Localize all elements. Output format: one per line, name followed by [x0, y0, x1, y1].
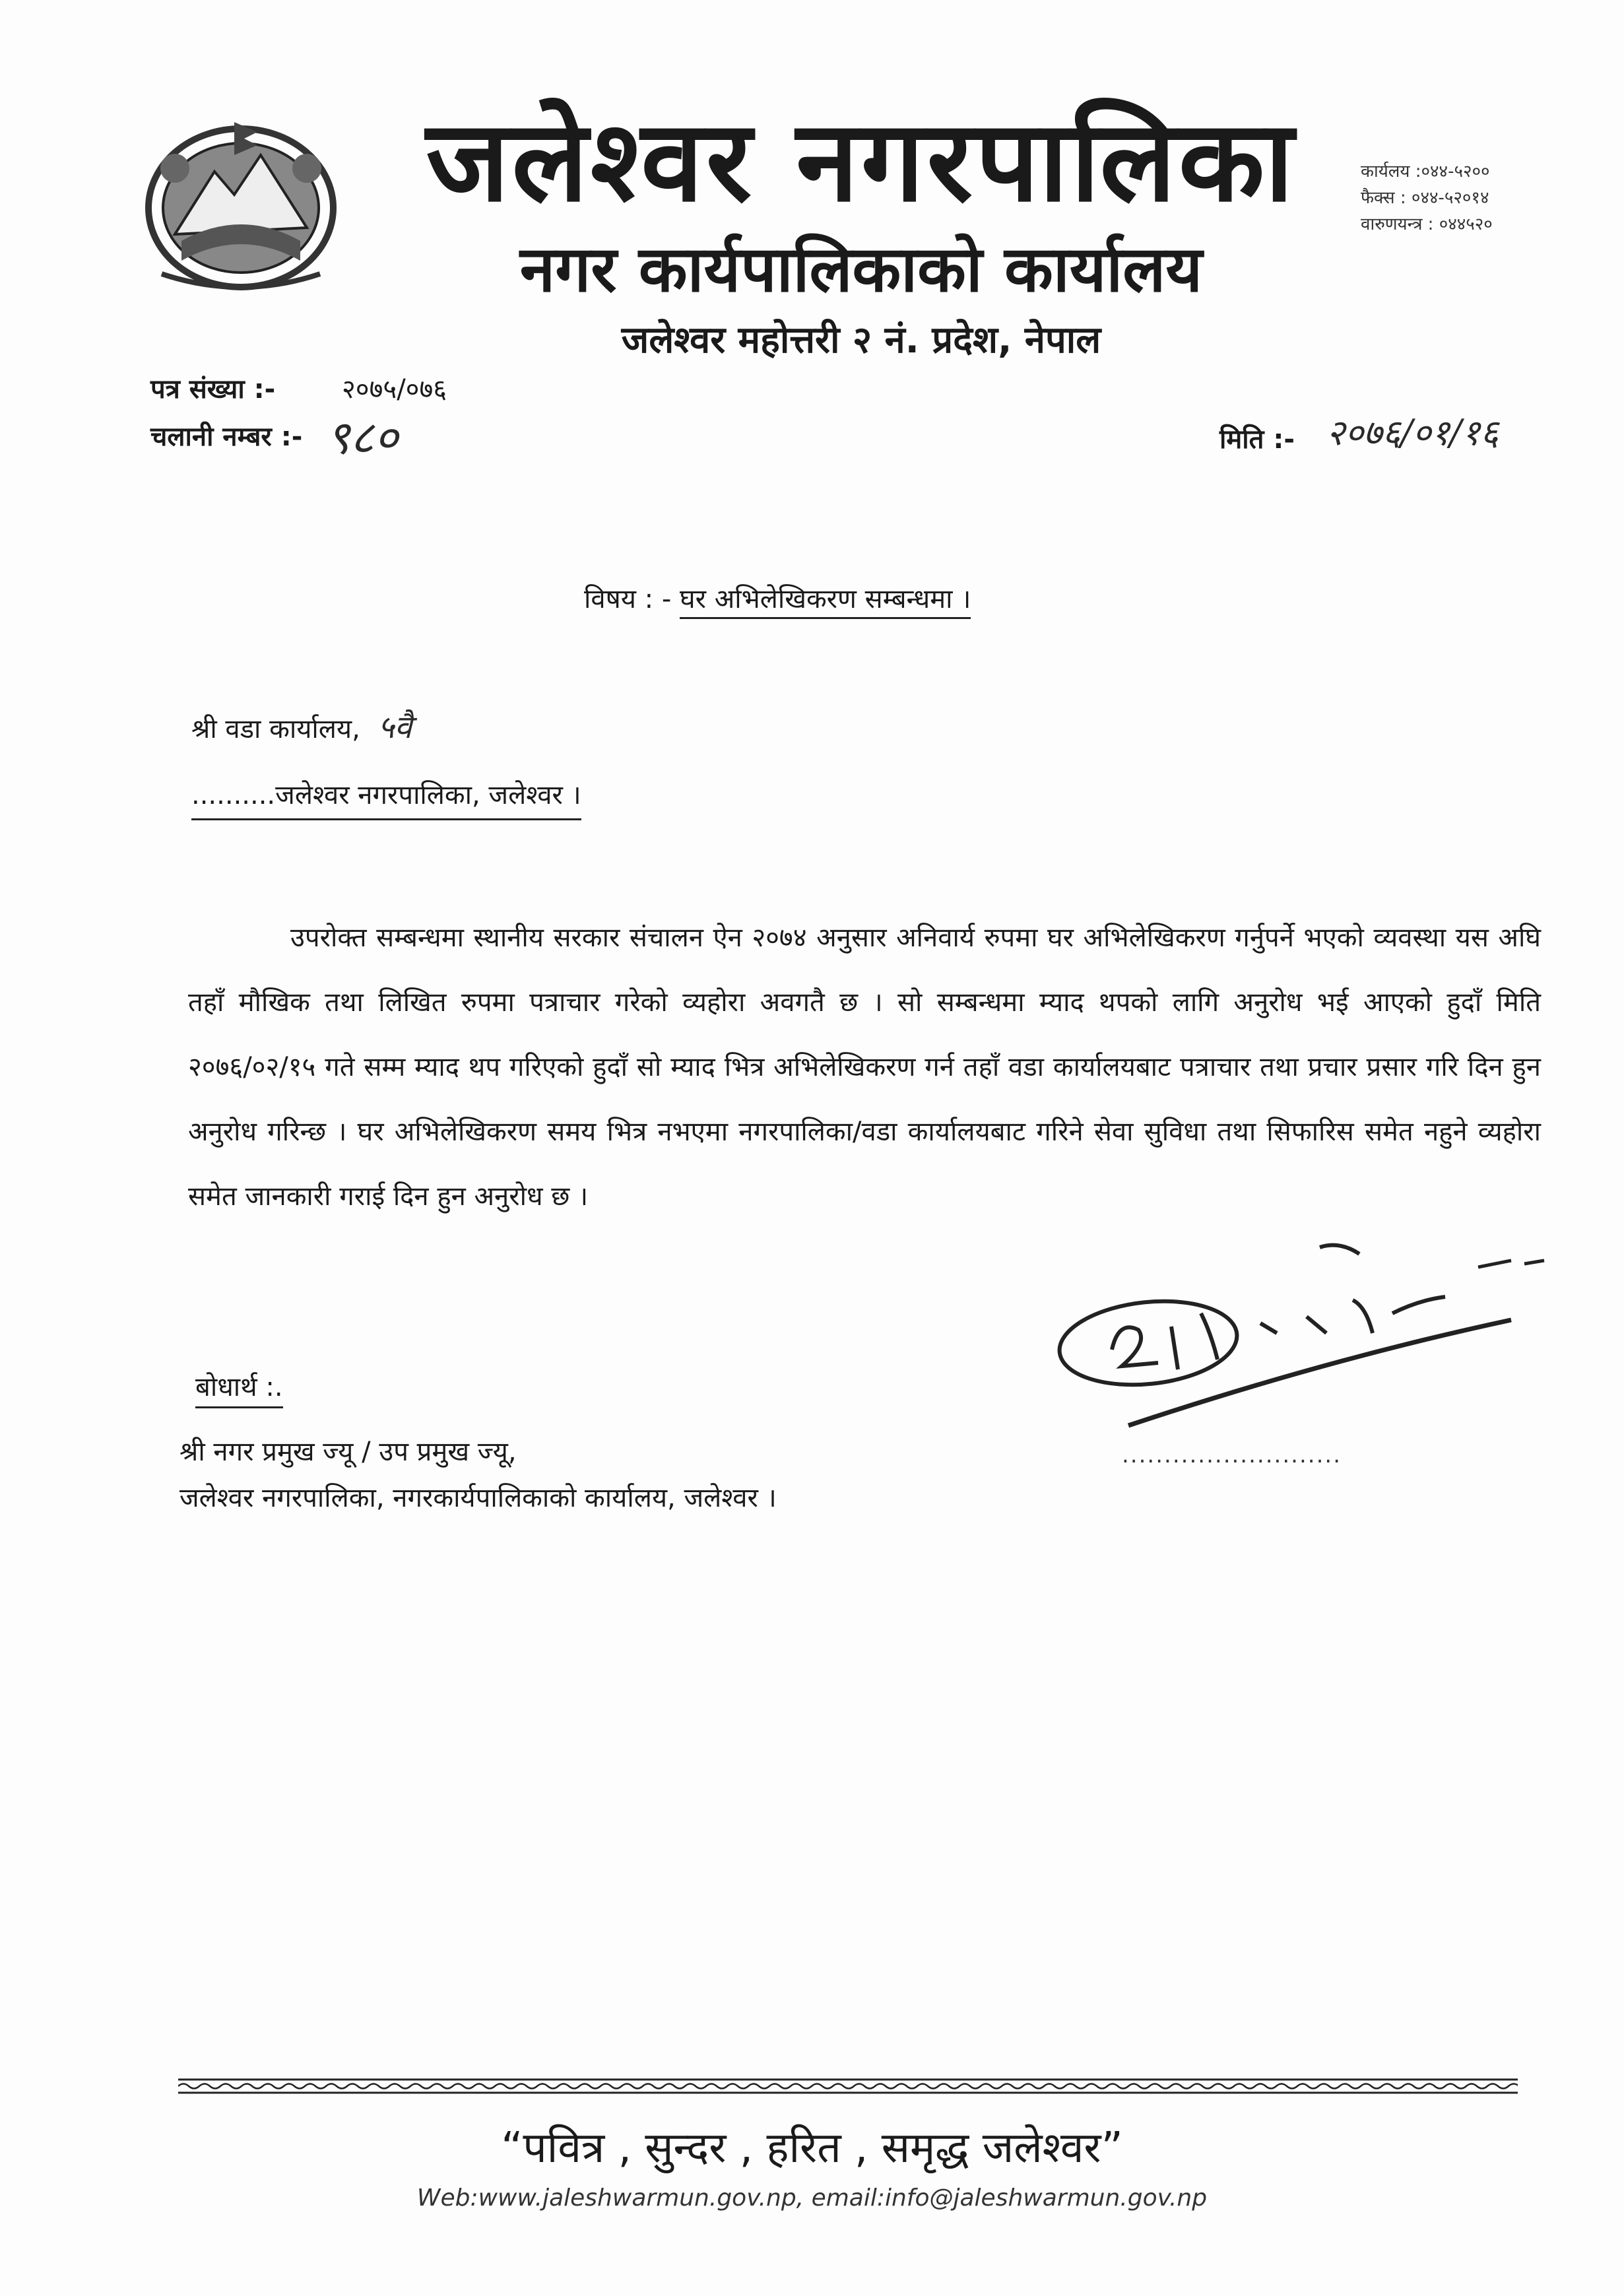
signature-dotted-line: ..........................: [1122, 1442, 1342, 1468]
cc-line-1: श्री नगर प्रमुख ज्यू / उप प्रमुख ज्यू,: [179, 1437, 517, 1467]
subject-label: विषय : -: [584, 584, 672, 614]
office-address: जलेश्वर महोत्तरी २ नं. प्रदेश, नेपाल: [621, 319, 1101, 362]
cc-label: बोधार्थ :.: [195, 1367, 283, 1408]
footer-motto: “पवित्र , सुन्दर , हरित , समृद्ध जलेश्वर”: [501, 2124, 1123, 2173]
contact-office-phone: कार्यलय :०४४-५२००: [1361, 162, 1490, 181]
letter-number-label: पत्र संख्या :-: [150, 374, 276, 405]
contact-fax: फैक्स : ०४४-५२०१४: [1361, 188, 1489, 208]
date-value: २०७६/०१/१६: [1326, 412, 1499, 453]
cc-line-2: जलेश्वर नगरपालिका, नगरकार्यपालिकाको कार्यालय, जलेश्वर ।: [179, 1483, 777, 1513]
letter-body: उपरोक्त सम्बन्धमा स्थानीय सरकार संचालन ऐन २०७४ अनुसार अनिवार्य रुपमा घर अभिलेखिकरण गर्नुपर्ने भएको व्यवस्था यस अघि तहाँ मौखिक तथा लिखित रुपमा पत्राचार गरेको व्यहोरा अवगतै छ । सो सम्बन्धमा म्याद थपको लागि अनुरोध भई आएको हुदाँ मिति २०७६/०२/१५ गते सम्म म्याद थप गरिएको हुदाँ सो म्याद भित्र अभिलेखिकरण गर्न तहाँ वडा कार्यालयबाट पत्राचार तथा प्रचार प्रसार गरि दिन हुन अनुरोध गरिन्छ । घर अभिलेखिकरण समय भित्र नभएमा नगरपालिका/वडा कार्यालयबाट गरिने सेवा सुविधा तथा सिफारिस समेत नहुने व्यहोरा समेत जानकारी गराई दिन हुन अनुरोध छ ।: [188, 923, 1541, 1212]
office-title: जलेश्वर नगरपालिका: [426, 96, 1297, 227]
letter-number-value: २०७५/०७६: [342, 374, 447, 405]
dispatch-number-value: ९८०: [326, 410, 399, 465]
footer-website-email: Web:www.jaleshwarmun.gov.np, email:info@jaleshwarmun.gov.np: [416, 2184, 1208, 2212]
ward-number-handwritten: ५वै: [377, 709, 412, 746]
contact-block: [1361, 158, 1559, 238]
subject-line: [584, 579, 971, 616]
subject-text: घर अभिलेखिकरण सम्बन्धमा ।: [680, 584, 971, 619]
recipient-line-2: ..........जलेश्वर नगरपालिका, जलेश्वर ।: [191, 775, 581, 820]
signature-mark: [1049, 1234, 1551, 1445]
recipient-line-1: [191, 705, 412, 748]
recipient-office: श्री वडा कार्यालय,: [191, 714, 360, 744]
office-subtitle: नगर कार्यपालिकाको कार्यालय: [519, 232, 1203, 306]
contact-third: वारुणयन्त्र : ०४४५२०: [1361, 214, 1493, 234]
date-label: मिति :-: [1219, 424, 1295, 455]
dispatch-number-label: चलानी नम्बर :-: [150, 422, 303, 452]
nepal-emblem-icon: [135, 109, 346, 300]
footer-divider: [178, 2078, 1518, 2095]
